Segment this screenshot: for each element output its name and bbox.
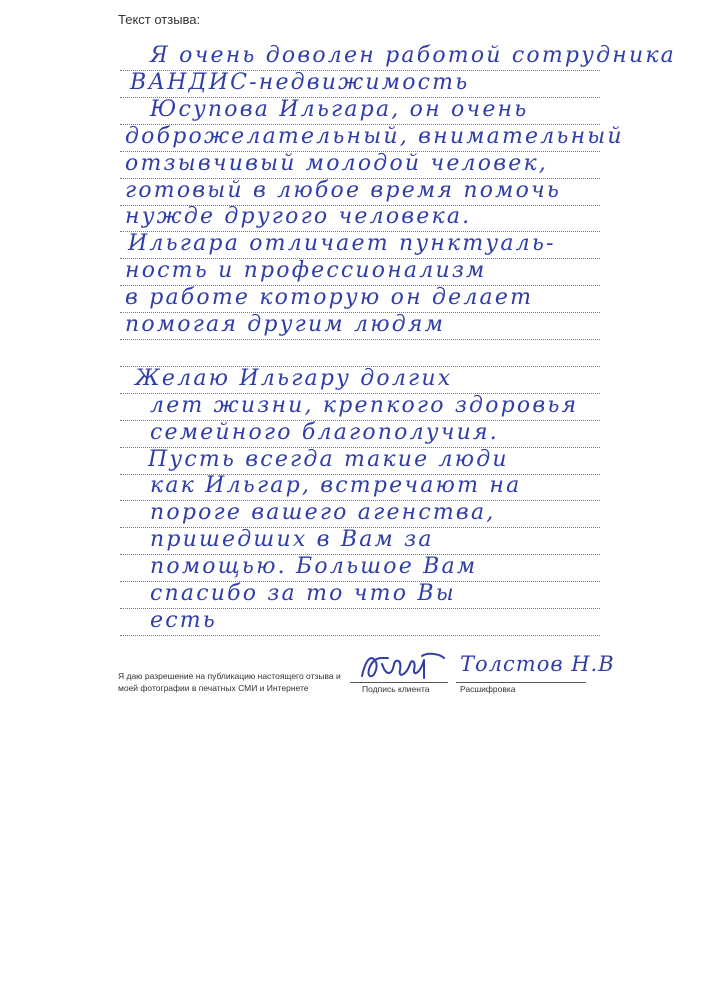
review-line: отзывчивый молодой человек, [125, 150, 548, 176]
review-line: Я очень доволен работой сотрудника [150, 43, 676, 68]
decode-line [456, 682, 586, 683]
review-line: Желаю Ильгару долгих [135, 365, 453, 391]
review-line: доброжелательный, внимательный [125, 123, 624, 149]
review-line: лет жизни, крепкого здоровья [150, 392, 579, 418]
signature-decode-value: Толстов Н.В [460, 652, 615, 676]
review-line: Пусть всегда такие люди [148, 446, 509, 472]
review-line: пришедших в Вам за [150, 527, 434, 553]
review-line: помогая другим людям [125, 312, 446, 337]
review-line: ВАНДИС-недвижимость [130, 69, 470, 95]
review-line: ность и профессионализм [125, 258, 487, 284]
review-line: готовый в любое время помочь [125, 177, 562, 203]
decode-caption: Расшифровка [460, 684, 516, 694]
review-line: есть [150, 607, 217, 633]
consent-text: Я даю разрешение на публикацию настоящего отзыва и моей фотографии в печатных СМИ и Интернете [118, 671, 341, 693]
form-title: Текст отзыва: [118, 12, 201, 27]
signature-line [350, 682, 448, 683]
review-line: семейного благополучия. [150, 419, 499, 445]
review-line [125, 339, 600, 369]
review-line: как Ильгар, встречают на [150, 473, 522, 499]
review-line: Юсупова Ильгара, он очень [150, 96, 529, 122]
signature-caption: Подпись клиента [362, 684, 430, 694]
review-line: в работе которую он делает [125, 285, 534, 311]
client-signature [358, 650, 448, 684]
review-line: Ильгара отличает пунктуаль- [128, 231, 556, 257]
review-line: помощью. Большое Вам [150, 554, 478, 580]
review-line: пороге вашего агенства, [150, 500, 496, 526]
review-line: нужде другого человека. [125, 204, 472, 230]
review-line: спасибо за то что Вы [150, 581, 456, 606]
